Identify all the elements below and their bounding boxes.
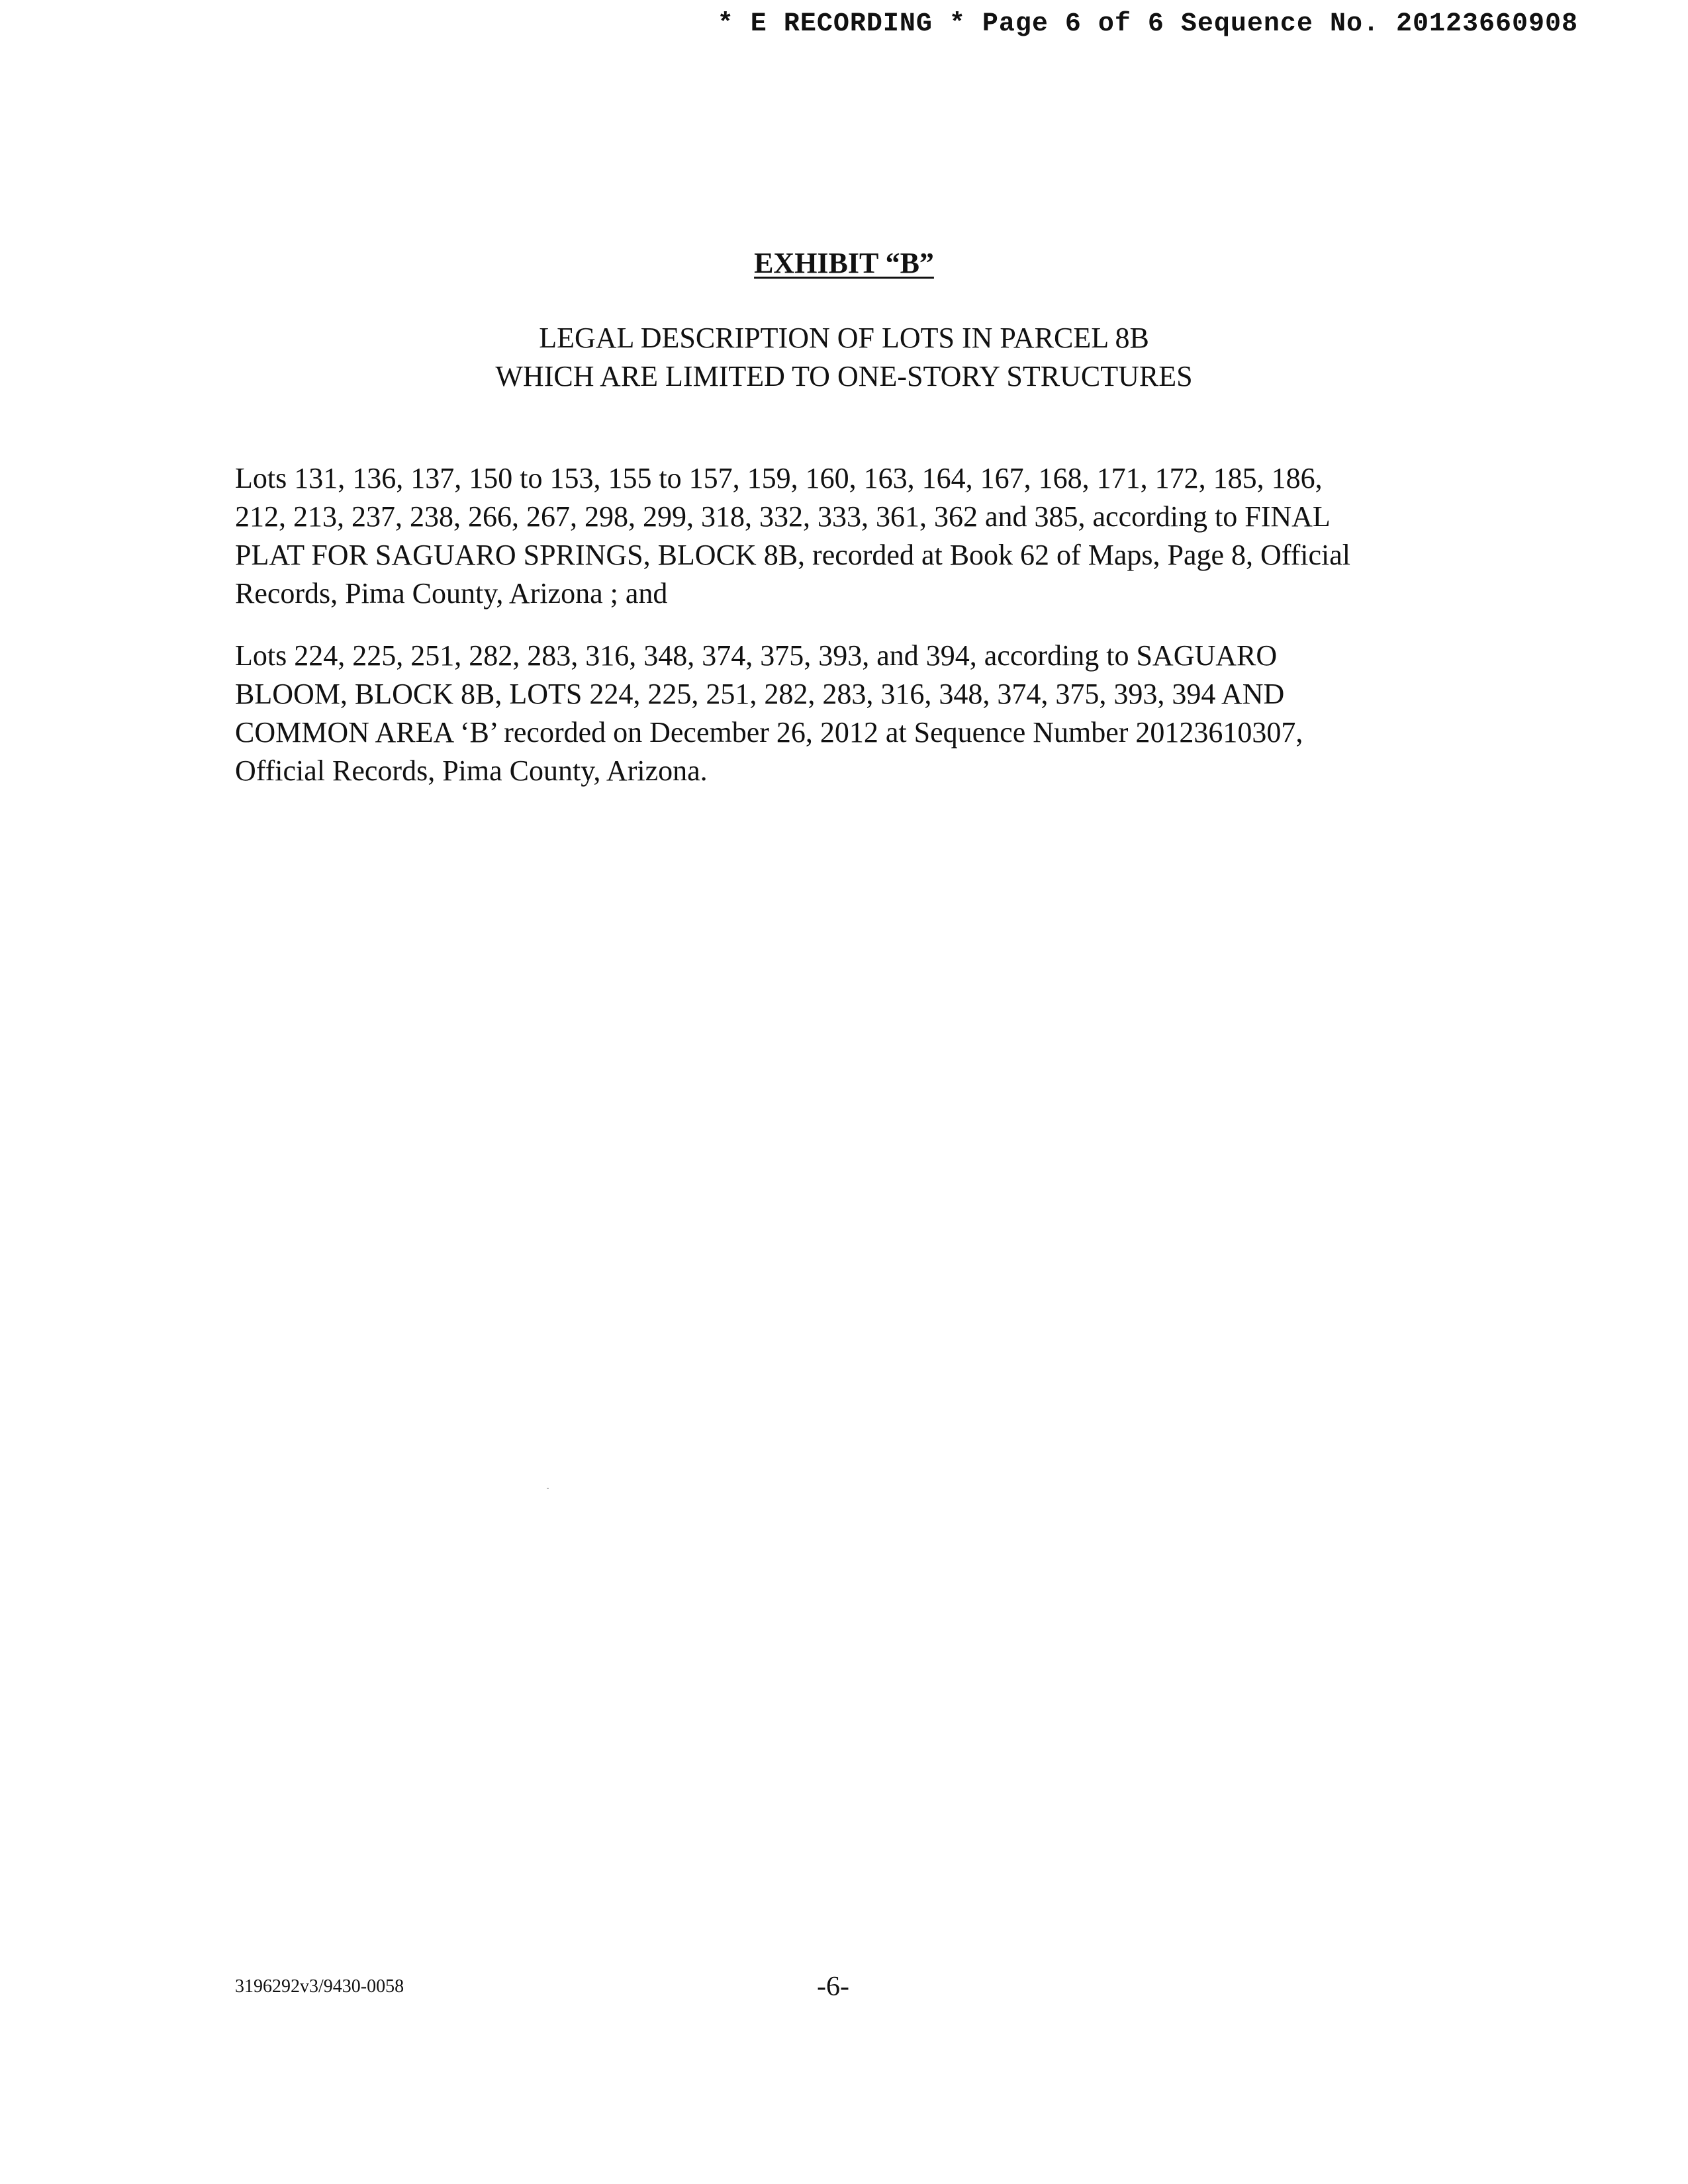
paragraph-line: BLOOM, BLOCK 8B, LOTS 224, 225, 251, 282, 283, 316, 348, 374, 375, 393, 394 AND [235, 678, 1285, 710]
subtitle-line: LEGAL DESCRIPTION OF LOTS IN PARCEL 8B [539, 322, 1149, 354]
recording-header: * E RECORDING * Page 6 of 6 Sequence No. 20123660908 [717, 9, 1578, 39]
scan-speck [547, 1488, 549, 1489]
exhibit-subtitle [0, 319, 1688, 396]
paragraph-line: Records, Pima County, Arizona ; and [235, 577, 668, 610]
legal-description-paragraph-2 [235, 637, 1466, 790]
paragraph-line: Lots 224, 225, 251, 282, 283, 316, 348, 374, 375, 393, and 394, according to SAGUARO [235, 639, 1278, 672]
page-number: -6- [817, 1972, 849, 2002]
paragraph-line: Official Records, Pima County, Arizona. [235, 754, 708, 787]
paragraph-line: 212, 213, 237, 238, 266, 267, 298, 299, 318, 332, 333, 361, 362 and 385, according to FINAL [235, 500, 1331, 533]
paragraph-line: COMMON AREA ‘B’ recorded on December 26, 2012 at Sequence Number 20123610307, [235, 716, 1303, 749]
exhibit-title: EXHIBIT “B” [754, 247, 934, 279]
legal-description-paragraph-1 [235, 459, 1466, 613]
paragraph-line: Lots 131, 136, 137, 150 to 153, 155 to 157, 159, 160, 163, 164, 167, 168, 171, 172, 185, 186, [235, 462, 1323, 494]
subtitle-line: WHICH ARE LIMITED TO ONE-STORY STRUCTURES [495, 360, 1193, 392]
paragraph-line: PLAT FOR SAGUARO SPRINGS, BLOCK 8B, recorded at Book 62 of Maps, Page 8, Official [235, 539, 1351, 571]
document-number: 3196292v3/9430-0058 [235, 1976, 404, 1997]
